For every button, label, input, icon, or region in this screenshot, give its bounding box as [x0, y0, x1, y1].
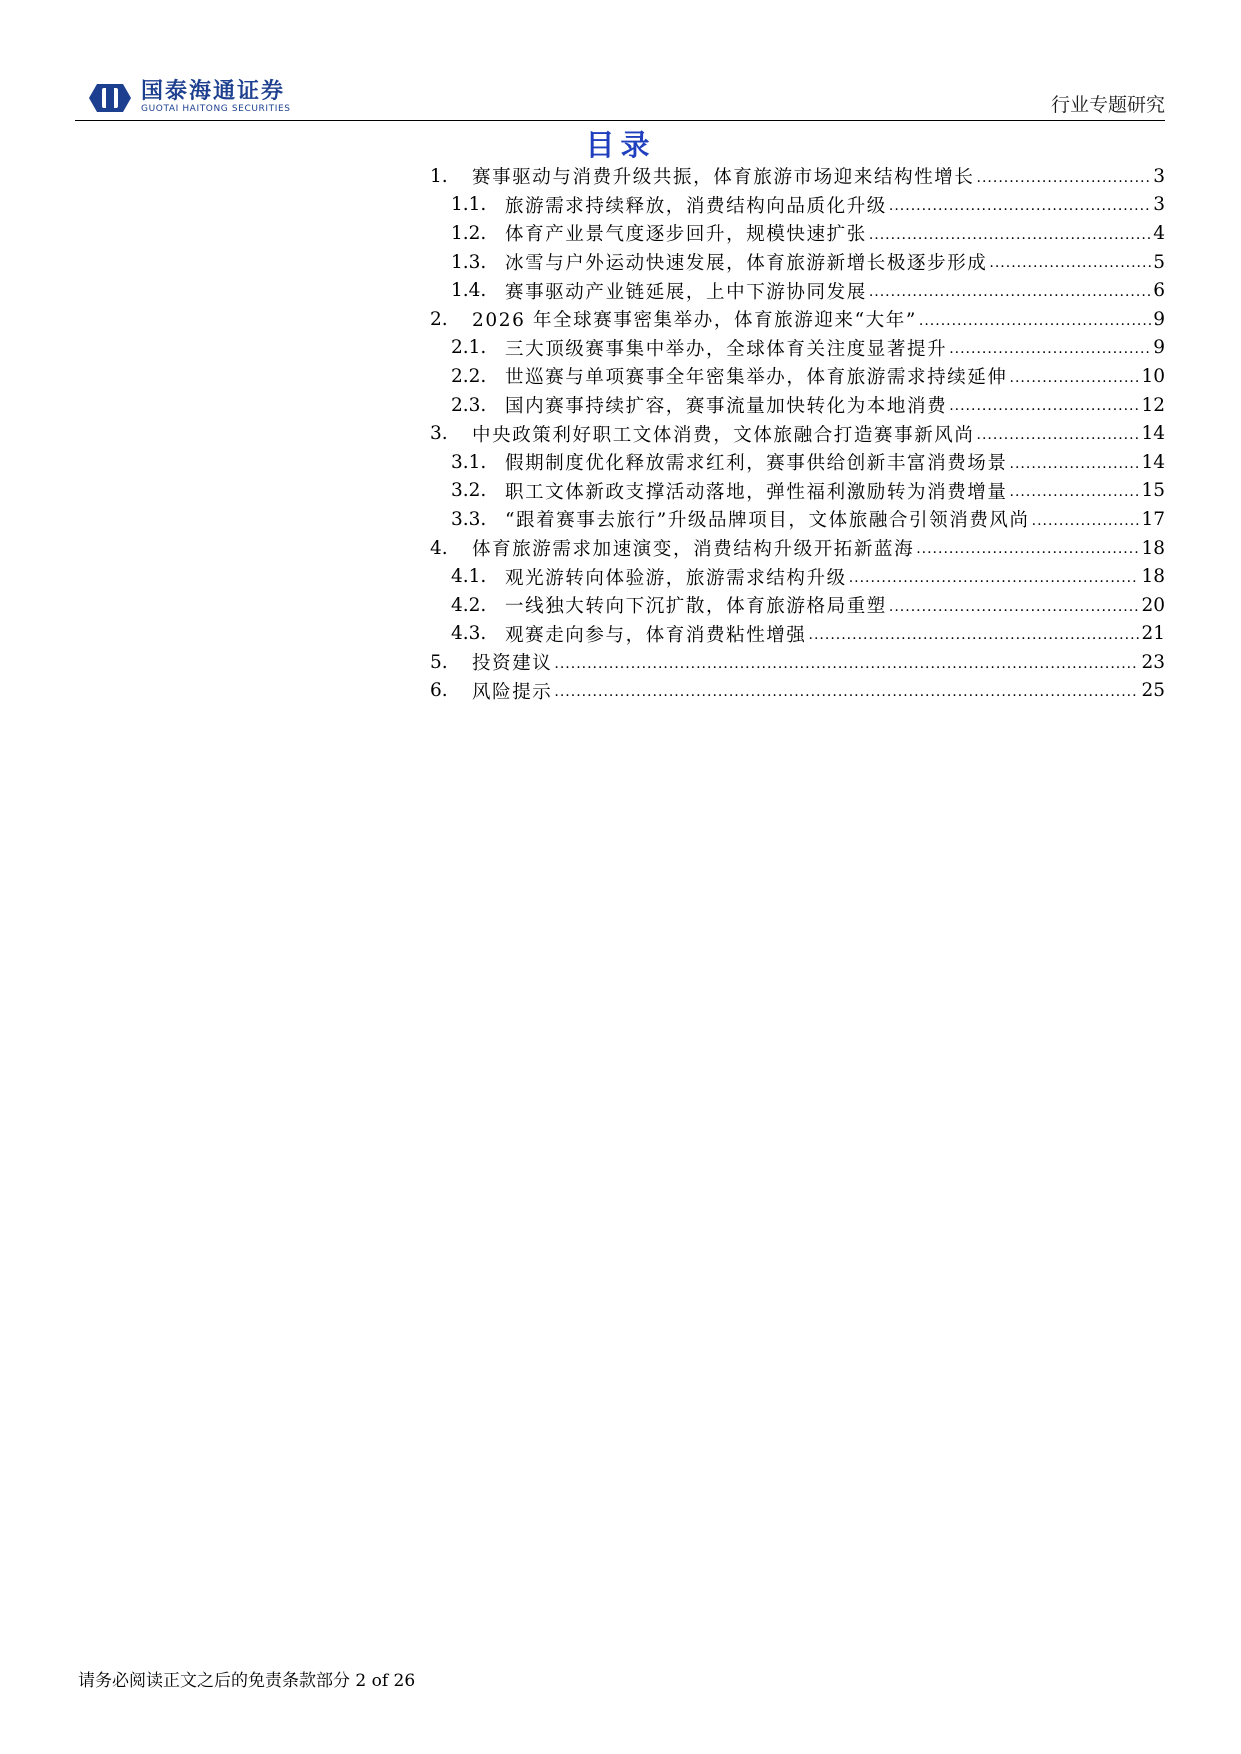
- toc-entry[interactable]: [430, 276, 1165, 305]
- toc-dot-leader: [869, 284, 1151, 305]
- toc-entry[interactable]: [430, 248, 1165, 277]
- toc-entry-page[interactable]: 3: [1153, 194, 1165, 216]
- toc-entry-title[interactable]: 假期制度优化释放需求红利，赛事供给创新丰富消费场景: [505, 453, 1008, 475]
- toc-entry-number: 2.2.: [451, 365, 487, 387]
- toc-entry-number: 3.1.: [451, 451, 487, 473]
- toc-dot-leader: [849, 570, 1140, 591]
- toc-entry-page[interactable]: 23: [1141, 651, 1165, 673]
- toc-dot-leader: [554, 656, 1139, 677]
- toc-entry-number: 1.: [430, 165, 448, 187]
- toc-dot-leader: [1010, 370, 1140, 391]
- toc-entry-page[interactable]: 21: [1141, 623, 1165, 645]
- company-logo: [87, 80, 291, 116]
- toc-dot-leader: [989, 255, 1151, 276]
- toc-entry[interactable]: [430, 191, 1165, 220]
- toc-entry-number: 1.1.: [451, 194, 487, 216]
- toc-entry[interactable]: [430, 162, 1165, 191]
- toc-entry-page[interactable]: 14: [1141, 451, 1165, 473]
- toc-entry-number: 5.: [430, 651, 448, 673]
- toc-entry-page[interactable]: 18: [1141, 566, 1165, 588]
- toc-entry-page[interactable]: 18: [1141, 537, 1165, 559]
- toc-entry[interactable]: [430, 677, 1165, 706]
- toc-entry-title[interactable]: “跟着赛事去旅行”升级品牌项目，文体旅融合引领消费风尚: [505, 510, 1030, 532]
- toc-dot-leader: [1010, 456, 1140, 477]
- toc-entry-page[interactable]: 14: [1141, 423, 1165, 445]
- toc-entry-number: 4.1.: [451, 566, 487, 588]
- toc-entry-title[interactable]: 观赛走向参与，体育消费粘性增强: [505, 624, 807, 646]
- toc-entry-page[interactable]: 9: [1153, 337, 1165, 359]
- toc-entry-title[interactable]: 国内赛事持续扩容，赛事流量加快转化为本地消费: [505, 396, 948, 418]
- toc-title: 目录: [585, 128, 656, 162]
- toc-entry-title[interactable]: 冰雪与户外运动快速发展，体育旅游新增长极逐步形成: [505, 253, 988, 275]
- document-type: 行业专题研究: [1050, 94, 1165, 116]
- toc-entry-title[interactable]: 观光游转向体验游，旅游需求结构升级: [505, 567, 847, 589]
- toc-dot-leader: [889, 198, 1151, 219]
- toc-entry-number: 2.3.: [451, 394, 487, 416]
- logo-name-en: GUOTAI HAITONG SECURITIES: [141, 104, 291, 114]
- toc-entry-page[interactable]: 20: [1141, 594, 1165, 616]
- toc-entry[interactable]: [430, 620, 1165, 649]
- toc-entry-page[interactable]: 25: [1141, 680, 1165, 702]
- toc-dot-leader: [1010, 484, 1140, 505]
- toc-entry-number: 3.3.: [451, 508, 487, 530]
- toc-dot-leader: [949, 398, 1139, 419]
- toc-entry-number: 4.: [430, 537, 448, 559]
- toc-entry-title[interactable]: 世巡赛与单项赛事全年密集举办，体育旅游需求持续延伸: [505, 367, 1008, 389]
- toc-entry-title[interactable]: 职工文体新政支撑活动落地，弹性福利激励转为消费增量: [505, 481, 1008, 503]
- toc-entry-number: 2.1.: [451, 337, 487, 359]
- toc-entry-number: 2.: [430, 308, 448, 330]
- toc-entry[interactable]: [430, 562, 1165, 591]
- page-header: [75, 76, 1165, 120]
- toc-entry[interactable]: [430, 334, 1165, 363]
- toc-entry[interactable]: [430, 448, 1165, 477]
- toc-entry-title[interactable]: 2026 年全球赛事密集举办，体育旅游迎来“大年”: [472, 310, 917, 332]
- toc-dot-leader: [916, 541, 1139, 562]
- toc-dot-leader: [554, 684, 1139, 705]
- toc-entry-page[interactable]: 3: [1153, 165, 1165, 187]
- table-of-contents: [430, 162, 1165, 705]
- toc-dot-leader: [977, 170, 1152, 191]
- toc-entry-page[interactable]: 10: [1141, 365, 1165, 387]
- toc-entry-page[interactable]: 12: [1141, 394, 1165, 416]
- toc-dot-leader: [1032, 513, 1140, 534]
- logo-name-cn: 国泰海通证券: [141, 79, 286, 104]
- toc-entry-number: 1.4.: [451, 280, 487, 302]
- toc-entry-number: 3.2.: [451, 480, 487, 502]
- toc-dot-leader: [869, 227, 1151, 248]
- toc-entry-page[interactable]: 15: [1141, 480, 1165, 502]
- toc-entry-title[interactable]: 赛事驱动产业链延展，上中下游协同发展: [505, 281, 867, 303]
- toc-entry-page[interactable]: 6: [1153, 280, 1165, 302]
- toc-entry-page[interactable]: 9: [1153, 308, 1165, 330]
- toc-entry-title[interactable]: 赛事驱动与消费升级共振，体育旅游市场迎来结构性增长: [472, 167, 975, 189]
- toc-entry-page[interactable]: 4: [1153, 222, 1165, 244]
- toc-entry-title[interactable]: 投资建议: [472, 653, 553, 675]
- toc-entry-title[interactable]: 中央政策利好职工文体消费，文体旅融合打造赛事新风尚: [472, 424, 975, 446]
- toc-entry[interactable]: [430, 391, 1165, 420]
- toc-entry-title[interactable]: 体育产业景气度逐步回升，规模快速扩张: [505, 224, 867, 246]
- toc-entry[interactable]: [430, 648, 1165, 677]
- toc-entry[interactable]: [430, 505, 1165, 534]
- toc-entry-title[interactable]: 旅游需求持续释放，消费结构向品质化升级: [505, 195, 887, 217]
- toc-entry[interactable]: [430, 591, 1165, 620]
- toc-entry-title[interactable]: 体育旅游需求加速演变，消费结构升级开拓新蓝海: [472, 539, 915, 561]
- toc-dot-leader: [977, 427, 1140, 448]
- toc-dot-leader: [919, 313, 1151, 334]
- toc-dot-leader: [949, 341, 1151, 362]
- logo-icon: [87, 82, 133, 114]
- toc-entry[interactable]: [430, 305, 1165, 334]
- toc-entry[interactable]: [430, 419, 1165, 448]
- toc-entry-number: 3.: [430, 423, 448, 445]
- toc-entry[interactable]: [430, 534, 1165, 563]
- toc-entry-title[interactable]: 一线独大转向下沉扩散，体育旅游格局重塑: [505, 596, 887, 618]
- toc-entry-page[interactable]: 5: [1153, 251, 1165, 273]
- toc-dot-leader: [809, 627, 1140, 648]
- toc-entry-number: 4.3.: [451, 623, 487, 645]
- toc-entry-number: 1.3.: [451, 251, 487, 273]
- toc-entry-title[interactable]: 三大顶级赛事集中举办，全球体育关注度显著提升: [505, 338, 948, 360]
- toc-entry[interactable]: [430, 219, 1165, 248]
- toc-entry-number: 1.2.: [451, 222, 487, 244]
- header-divider: [75, 120, 1165, 121]
- toc-entry-number: 6.: [430, 680, 448, 702]
- toc-entry-number: 4.2.: [451, 594, 487, 616]
- toc-dot-leader: [889, 599, 1140, 620]
- toc-entry[interactable]: [430, 477, 1165, 506]
- toc-entry-page[interactable]: 17: [1141, 508, 1165, 530]
- toc-entry[interactable]: [430, 362, 1165, 391]
- toc-entry-title[interactable]: 风险提示: [472, 681, 553, 703]
- page-footer: 请务必阅读正文之后的免责条款部分 2 of 26: [78, 1671, 416, 1691]
